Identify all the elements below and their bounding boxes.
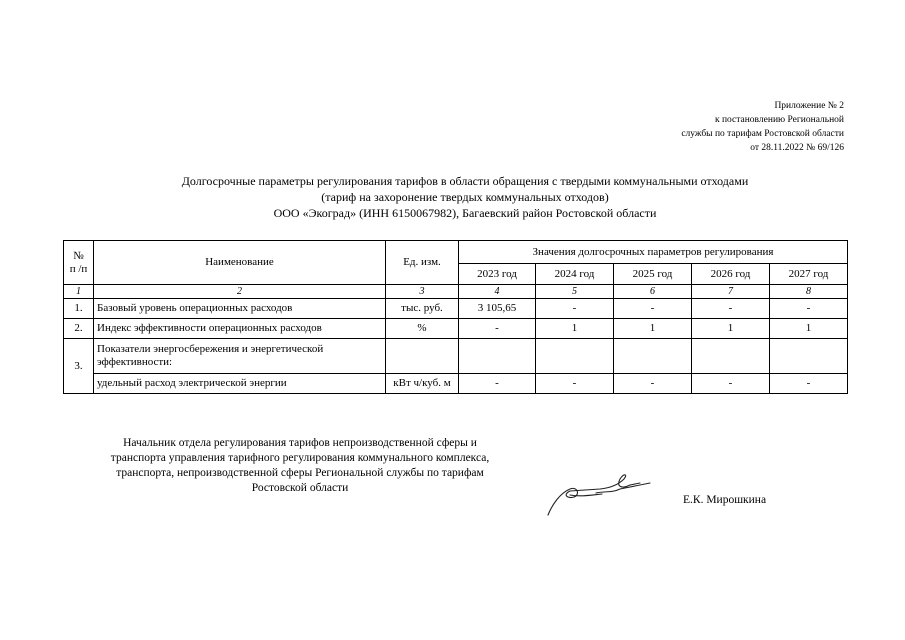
table-row bbox=[64, 299, 848, 319]
signer-name: Е.К. Мирошкина bbox=[683, 494, 767, 506]
row-name: Индекс эффективности операционных расходов bbox=[94, 319, 386, 339]
index-cell: 6 bbox=[614, 285, 692, 299]
index-cell: 1 bbox=[64, 285, 94, 299]
header-year: 2024 год bbox=[536, 264, 614, 285]
document-title bbox=[70, 173, 860, 221]
row-num: 1. bbox=[64, 299, 94, 319]
index-cell: 4 bbox=[459, 285, 536, 299]
row-empty-cell bbox=[386, 339, 459, 374]
index-cell: 7 bbox=[692, 285, 770, 299]
table-row bbox=[64, 374, 848, 394]
row-unit: тыс. руб. bbox=[386, 299, 459, 319]
appendix-line: Приложение № 2 bbox=[774, 101, 844, 111]
row-value: 3 105,65 bbox=[459, 299, 536, 319]
row-value: - bbox=[459, 319, 536, 339]
row-empty-cell bbox=[536, 339, 614, 374]
index-cell: 8 bbox=[770, 285, 848, 299]
row-value: - bbox=[692, 299, 770, 319]
row-value: - bbox=[614, 299, 692, 319]
row-value: - bbox=[459, 374, 536, 394]
row-value: 1 bbox=[692, 319, 770, 339]
index-cell: 3 bbox=[386, 285, 459, 299]
appendix-line: к постановлению Региональной bbox=[714, 115, 844, 125]
row-value: - bbox=[770, 374, 848, 394]
row-unit: кВт ч/куб. м bbox=[386, 374, 459, 394]
header-year: 2023 год bbox=[459, 264, 536, 285]
appendix-line: от 28.11.2022 № 69/126 bbox=[750, 143, 844, 153]
row-name: удельный расход электрической энергии bbox=[94, 374, 386, 394]
row-num: 3. bbox=[64, 339, 94, 394]
table-row bbox=[64, 339, 848, 374]
row-name-header: Показатели энергосбережения и энергетической эффективности: bbox=[94, 339, 386, 374]
title-line: Долгосрочные параметры регулирования тарифов в области обращения с твердыми коммунальными отходами bbox=[181, 174, 749, 188]
signer-position: Начальник отдела регулирования тарифов непроизводственной сферы и транспорта управления тарифного регулирования коммунального комплекса, транспорта, непроизводственной сферы Региональной службы по тарифам Ростовской области bbox=[110, 437, 490, 494]
table-row bbox=[64, 319, 848, 339]
header-year: 2026 год bbox=[692, 264, 770, 285]
row-empty-cell bbox=[614, 339, 692, 374]
row-empty-cell bbox=[770, 339, 848, 374]
header-year: 2027 год bbox=[770, 264, 848, 285]
header-unit: Ед. изм. bbox=[386, 241, 459, 285]
row-num: 2. bbox=[64, 319, 94, 339]
header-values-group: Значения долгосрочных параметров регулирования bbox=[459, 241, 848, 264]
header-name: Наименование bbox=[94, 241, 386, 285]
title-line: (тариф на захоронение твердых коммунальных отходов) bbox=[321, 190, 609, 204]
appendix-block bbox=[681, 99, 844, 155]
handwritten-signature bbox=[540, 465, 660, 520]
header-num: № п /п bbox=[64, 241, 94, 285]
row-value: - bbox=[536, 299, 614, 319]
row-unit: % bbox=[386, 319, 459, 339]
header-year: 2025 год bbox=[614, 264, 692, 285]
row-value: 1 bbox=[770, 319, 848, 339]
row-value: - bbox=[614, 374, 692, 394]
table-index-row bbox=[64, 285, 848, 299]
row-value: - bbox=[536, 374, 614, 394]
title-line: ООО «Экоград» (ИНН 6150067982), Багаевский район Ростовской области bbox=[273, 206, 657, 220]
appendix-line: службы по тарифам Ростовской области bbox=[681, 129, 844, 139]
row-value: - bbox=[692, 374, 770, 394]
index-cell: 2 bbox=[94, 285, 386, 299]
row-empty-cell bbox=[459, 339, 536, 374]
row-value: 1 bbox=[614, 319, 692, 339]
index-cell: 5 bbox=[536, 285, 614, 299]
row-value: 1 bbox=[536, 319, 614, 339]
table-header-row bbox=[64, 241, 848, 264]
parameters-table bbox=[63, 240, 848, 394]
row-name: Базовый уровень операционных расходов bbox=[94, 299, 386, 319]
row-empty-cell bbox=[692, 339, 770, 374]
row-value: - bbox=[770, 299, 848, 319]
